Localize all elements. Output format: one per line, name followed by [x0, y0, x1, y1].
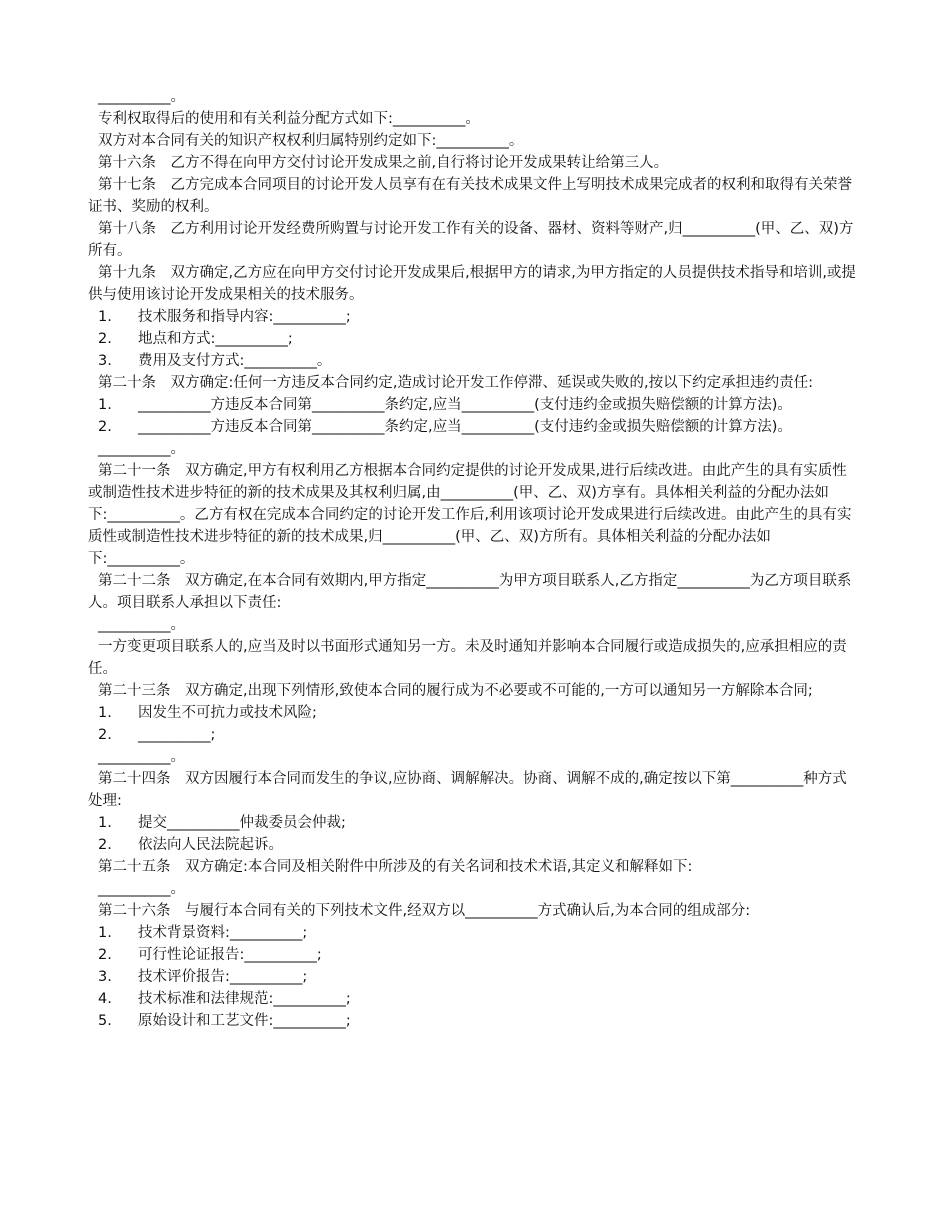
list-text: 技术评价报告:__________; [138, 969, 308, 985]
clause-22: 第二十二条 双方确定,在本合同有效期内,甲方指定__________为甲方项目联系人,乙方指定__________为乙方项目联系人。项目联系人承担以下责任: [88, 573, 852, 611]
clause-26: 第二十六条 与履行本合同有关的下列技术文件,经双方以__________方式确认后,为本合同的组成部分: [98, 903, 751, 919]
list-number: 4. [98, 991, 112, 1007]
clause-20: 第二十条 双方确定:任何一方违反本合同约定,造成讨论开发工作停滞、延误或失败的,按以下约定承担违约责任: [98, 375, 813, 391]
list-item [88, 944, 860, 966]
numbered-list [88, 306, 860, 372]
list-text: 技术背景资料:__________; [138, 925, 308, 941]
blank-line: __________。 [98, 749, 185, 765]
list-text: 费用及支付方式:__________。 [138, 353, 332, 369]
list-text: 地点和方式:__________; [138, 331, 293, 347]
list-text: 技术标准和法律规范:__________; [138, 991, 351, 1007]
list-text: __________方违反本合同第__________条约定,应当__________(支付违约金或损失赔偿额的计算方法)。 [138, 419, 792, 435]
list-number: 2. [98, 331, 112, 347]
clause-21: 第二十一条 双方确定,甲方有权利用乙方根据本合同约定提供的讨论开发成果,进行后续改进。由此产生的具有实质性或制造性技术进步特征的新的技术成果及其权利归属,由__________(甲、乙、双)方享有。具体相关利益的分配办法如下:__________。乙方有权在完成本合同约定的讨论开发工作后,利用该项讨论开发成果进行后续改进。由此产生的具有实质性或制造性技术进步特征的新的技术成果,归__________(甲、乙、双)方所有。具体相关利益的分配办法如下:__________。 [88, 463, 852, 567]
list-number: 1. [98, 309, 112, 325]
list-item [88, 834, 860, 856]
list-number: 2. [98, 837, 112, 853]
clause-17: 第十七条 乙方完成本合同项目的讨论开发人员享有在有关技术成果文件上写明技术成果完成者的权利和取得有关荣誉证书、奖励的权利。 [88, 177, 852, 215]
list-text: 因发生不可抗力或技术风险; [138, 705, 317, 721]
clause-paragraph: 专利权取得后的使用和有关利益分配方式如下:__________。 [98, 111, 480, 127]
blank-line: __________。 [98, 441, 185, 457]
list-number: 1. [98, 925, 112, 941]
numbered-list [88, 394, 860, 438]
list-item [88, 988, 860, 1010]
list-number: 3. [98, 969, 112, 985]
blank-line: __________。 [98, 617, 185, 633]
clause-25: 第二十五条 双方确定:本合同及相关附件中所涉及的有关名词和技术术语,其定义和解释如下: [98, 859, 693, 875]
numbered-list [88, 922, 860, 1032]
list-item [88, 812, 860, 834]
list-item [88, 922, 860, 944]
list-text: 技术服务和指导内容:__________; [138, 309, 351, 325]
list-number: 5. [98, 1013, 112, 1029]
list-item [88, 1010, 860, 1032]
list-number: 2. [98, 727, 112, 743]
list-item [88, 966, 860, 988]
contract-page [88, 86, 860, 1032]
list-number: 3. [98, 353, 112, 369]
list-item [88, 416, 860, 438]
list-item [88, 328, 860, 350]
clause-19: 第十九条 双方确定,乙方应在向甲方交付讨论开发成果后,根据甲方的请求,为甲方指定的人员提供技术指导和培训,或提供与使用该讨论开发成果相关的技术服务。 [88, 265, 856, 303]
list-number: 2. [98, 419, 112, 435]
numbered-list [88, 702, 860, 746]
clause-23: 第二十三条 双方确定,出现下列情形,致使本合同的履行成为不必要或不可能的,一方可以通知另一方解除本合同; [98, 683, 813, 699]
list-text: 提交__________仲裁委员会仲裁; [138, 815, 346, 831]
clause-18: 第十八条 乙方利用讨论开发经费所购置与讨论开发工作有关的设备、器材、资料等财产,归__________(甲、乙、双)方所有。 [88, 221, 854, 259]
list-number: 1. [98, 815, 112, 831]
clause-24: 第二十四条 双方因履行本合同而发生的争议,应协商、调解解决。协商、调解不成的,确定按以下第__________种方式处理: [88, 771, 847, 809]
list-number: 1. [98, 397, 112, 413]
list-text: __________方违反本合同第__________条约定,应当__________(支付违约金或损失赔偿额的计算方法)。 [138, 397, 792, 413]
list-item [88, 702, 860, 724]
list-text: 原始设计和工艺文件:__________; [138, 1013, 351, 1029]
list-item [88, 306, 860, 328]
numbered-list [88, 812, 860, 856]
list-text: 依法向人民法院起诉。 [138, 837, 283, 853]
list-number: 1. [98, 705, 112, 721]
list-item [88, 350, 860, 372]
list-text: __________; [138, 727, 216, 743]
clause-16: 第十六条 乙方不得在向甲方交付讨论开发成果之前,自行将讨论开发成果转让给第三人。 [98, 155, 669, 171]
blank-line: __________。 [98, 881, 185, 897]
list-number: 2. [98, 947, 112, 963]
blank-line: __________。 [98, 89, 185, 105]
list-text: 可行性论证报告:__________; [138, 947, 322, 963]
list-item [88, 724, 860, 746]
list-item [88, 394, 860, 416]
clause-paragraph: 一方变更项目联系人的,应当及时以书面形式通知另一方。未及时通知并影响本合同履行或造成损失的,应承担相应的责任。 [88, 639, 847, 677]
clause-paragraph: 双方对本合同有关的知识产权权利归属特别约定如下:__________。 [98, 133, 524, 149]
